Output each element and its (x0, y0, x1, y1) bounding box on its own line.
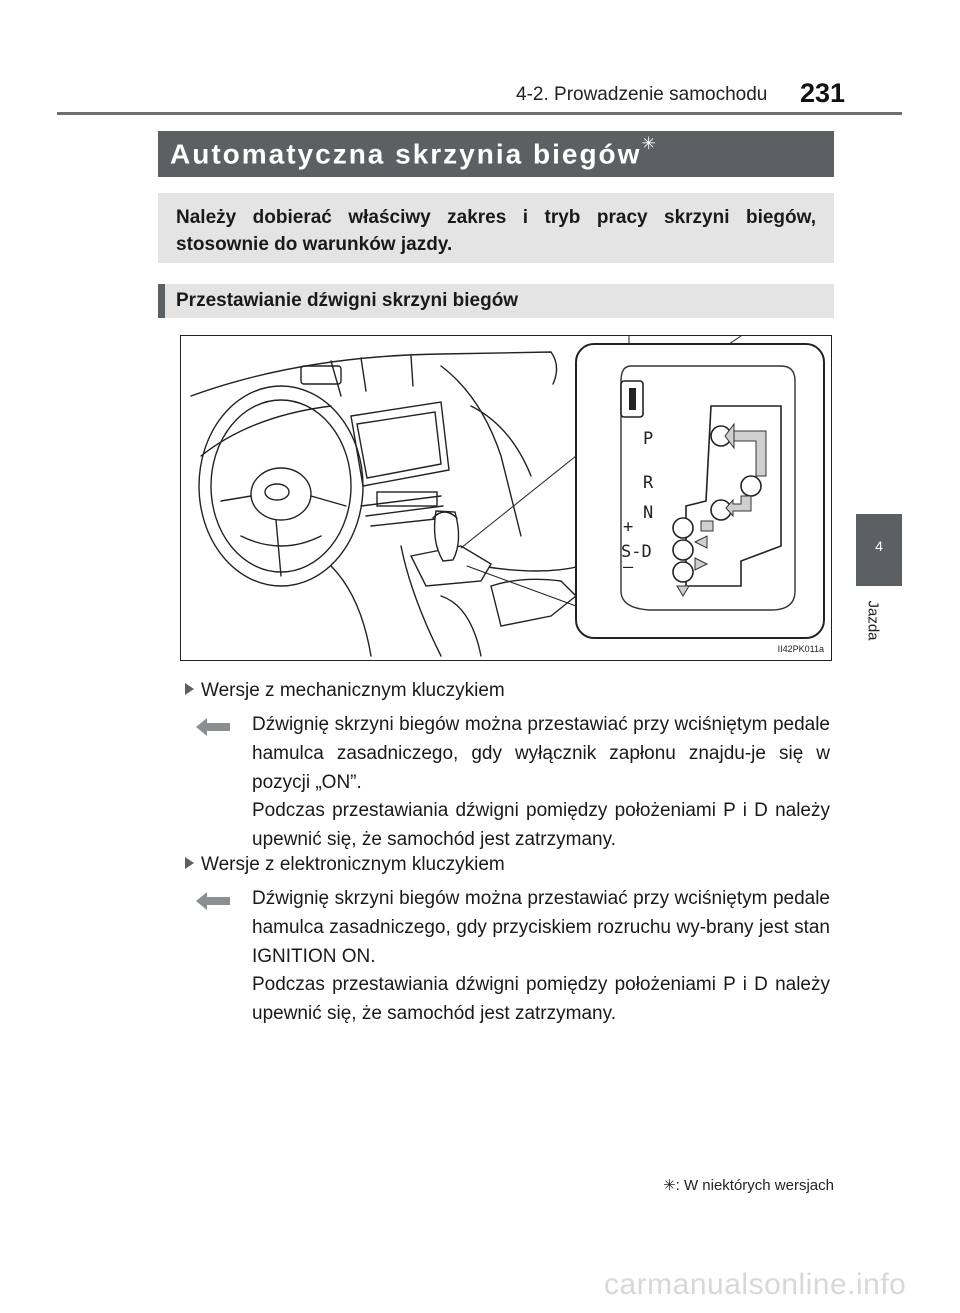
warning-text: Dźwignię skrzyni biegów można przestawiać przy wciśniętym pedale hamulca zasadniczego, gdy przyciskiem rozruchu wy-brany jest stan IGNITION ON. (252, 888, 830, 967)
gate-label-n: N (643, 503, 654, 523)
chapter-label-text: Jazda (864, 600, 882, 641)
gear-lever-illustration (180, 335, 832, 661)
chapter-label (862, 594, 882, 646)
page-number: 231 (800, 78, 846, 108)
gate-label-minus: – (623, 557, 634, 577)
gate-label-sd: S-D (621, 542, 652, 562)
header-section-title: 4-2. Prowadzenie samochodu (516, 84, 768, 105)
triangle-bullet-icon (185, 683, 194, 695)
triangle-bullet-icon (185, 857, 194, 869)
asterisk-icon: ✳ (641, 134, 656, 153)
bullet-text: Wersje z mechanicznym kluczykiem (201, 680, 505, 701)
bullet-mechanical-key (185, 680, 505, 702)
watermark: carmanualsonline.info (604, 1268, 907, 1301)
footnote (663, 1176, 834, 1194)
gate-label-p: P (643, 429, 654, 449)
dashboard-drawing (181, 336, 831, 660)
chapter-tab: 4 (856, 514, 902, 586)
heading-accent (158, 284, 165, 318)
warning-text: Dźwignię skrzyni biegów można przestawiać przy wciśniętym pedale hamulca zasadniczego, gdy wyłącznik zapłonu znajdu-je się w pozycji „ON”. (252, 714, 830, 793)
intro-box: Należy dobierać właściwy zakres i tryb pracy skrzyni biegów, stosownie do warunków jazdy. (158, 193, 834, 263)
subsection-heading (158, 284, 834, 318)
footnote-text: : W niektórych wersjach (675, 1177, 834, 1194)
page-title (158, 131, 834, 177)
note-text: Podczas przestawiania dźwigni pomiędzy położeniami P i D należy upewnić się, że samochód jest zatrzymany. (252, 974, 830, 1024)
left-arrow-icon (196, 718, 230, 736)
left-arrow-icon (196, 892, 230, 910)
gate-label-plus: + (623, 517, 634, 537)
header-rule (57, 112, 902, 115)
figure-code: II42PK011a (777, 644, 824, 654)
asterisk-icon: ✳ (663, 1177, 676, 1194)
note-text: Podczas przestawiania dźwigni pomiędzy położeniami P i D należy upewnić się, że samochód jest zatrzymany. (252, 800, 830, 850)
title-text: Automatyczna skrzynia biegów (170, 138, 642, 170)
bullet-text: Wersje z elektronicznym kluczykiem (201, 854, 505, 875)
bullet-electronic-key (185, 854, 505, 876)
subsection-title: Przestawianie dźwigni skrzyni biegów (176, 290, 519, 311)
gate-label-r: R (643, 473, 654, 493)
